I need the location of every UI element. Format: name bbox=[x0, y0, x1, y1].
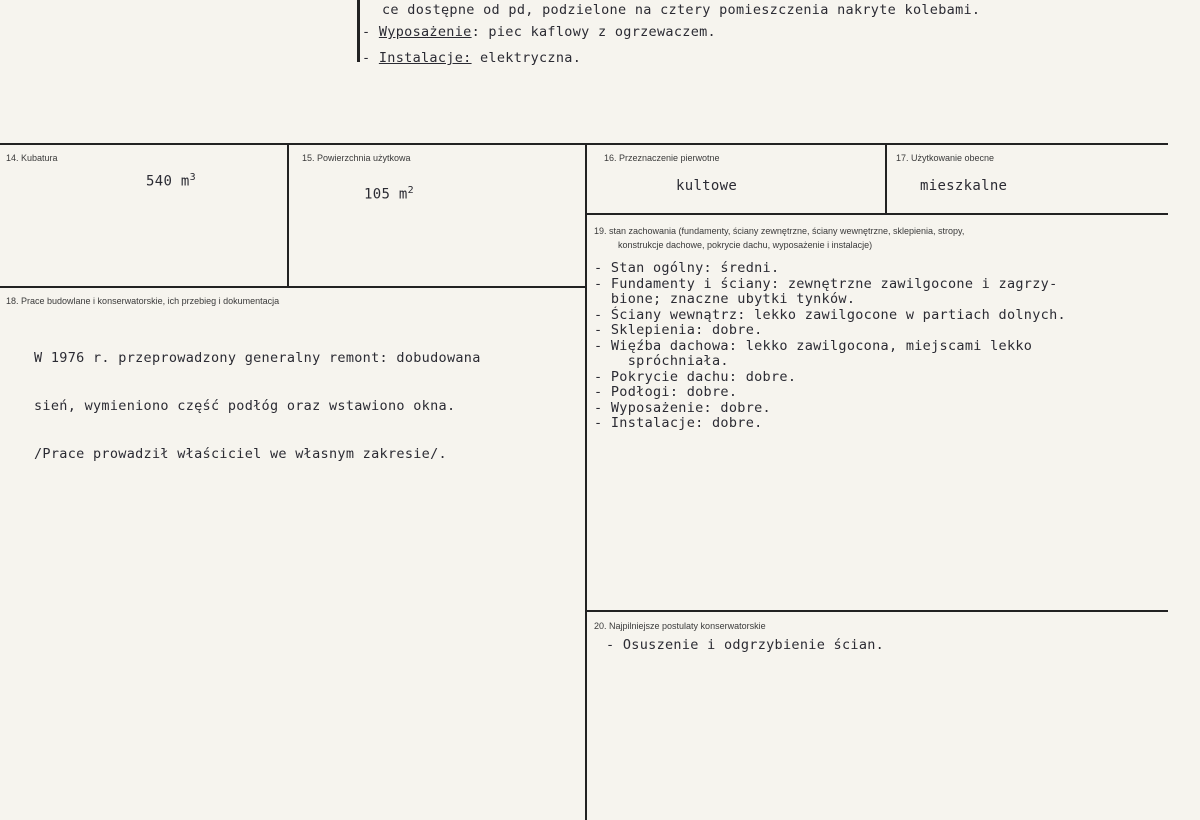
grid-line-v-center bbox=[585, 143, 587, 820]
field-18-line: /Prace prowadził właściciel we własnym zakresie/. bbox=[34, 446, 447, 462]
grid-line-v-14-15 bbox=[287, 143, 289, 288]
installations-value: elektryczna. bbox=[471, 50, 582, 66]
list-item: - Stan ogólny: średni. bbox=[594, 260, 780, 276]
list-item: bione; znaczne ubytki tynków. bbox=[594, 291, 856, 307]
field-14-label: 14. Kubatura bbox=[6, 153, 58, 163]
top-text-line-1: ce dostępne od pd, podzielone na cztery pomieszczenia nakryte kolebami. bbox=[382, 2, 981, 18]
grid-line-under-16-17 bbox=[586, 213, 1168, 215]
list-item: - Ściany wewnątrz: lekko zawilgocone w partiach dolnych. bbox=[594, 306, 1066, 323]
top-text-installations: - Instalacje: elektryczna. bbox=[362, 50, 582, 66]
field-15-value: 105 $m^2$ bbox=[364, 185, 414, 203]
field-20-text: - Osuszenie i odgrzybienie ścian. bbox=[606, 637, 885, 653]
field-14-value: 540 $m^3$ bbox=[146, 172, 196, 190]
grid-line-under-14-15 bbox=[0, 286, 586, 288]
grid-line-v-16-17 bbox=[885, 143, 887, 213]
field-18-label: 18. Prace budowlane i konserwatorskie, ich przebieg i dokumentacja bbox=[6, 296, 280, 306]
equipment-label: Wyposażenie bbox=[378, 24, 472, 40]
field-16-value: kultowe bbox=[676, 178, 738, 194]
field-19-list bbox=[594, 261, 1066, 432]
list-item: - Wyposażenie: dobre. bbox=[594, 399, 771, 416]
list-item: - Sklepienia: dobre. bbox=[594, 322, 763, 338]
installations-label: Instalacje: bbox=[378, 50, 472, 66]
list-item: spróchniała. bbox=[594, 353, 729, 369]
list-item: - Pokrycie dachu: dobre. bbox=[594, 368, 797, 385]
field-16-label: 16. Przeznaczenie pierwotne bbox=[604, 153, 720, 163]
field-20-label: 20. Najpilniejsze postulaty konserwatorskie bbox=[594, 621, 766, 631]
field-18-line: W 1976 r. przeprowadzony generalny remont: dobudowana bbox=[34, 350, 481, 366]
top-section-margin-line bbox=[357, 0, 360, 62]
list-item: - Instalacje: dobre. bbox=[594, 415, 763, 431]
field-15-label: 15. Powierzchnia użytkowa bbox=[302, 153, 411, 163]
field-19-label-line-1: 19. stan zachowania (fundamenty, ściany zewnętrzne, ściany wewnętrzne, sklepienia, stropy, bbox=[594, 226, 965, 236]
list-item: - Więźba dachowa: lekko zawilgocona, miejscami lekko bbox=[594, 337, 1033, 354]
field-17-label: 17. Użytkowanie obecne bbox=[896, 153, 995, 163]
equipment-value: : piec kaflowy z ogrzewaczem. bbox=[471, 24, 716, 40]
field-19-label-line-2: konstrukcje dachowe, pokrycie dachu, wyposażenie i instalacje) bbox=[618, 240, 873, 250]
grid-line-top bbox=[0, 143, 1168, 145]
list-item: - Podłogi: dobre. bbox=[594, 384, 738, 400]
grid-line-above-20 bbox=[586, 610, 1168, 612]
list-item: - Fundamenty i ściany: zewnętrzne zawilgocone i zagrzy- bbox=[594, 275, 1058, 292]
field-18-line: sień, wymieniono część podłóg oraz wstawiono okna. bbox=[34, 398, 456, 414]
top-text-equipment: - Wyposażenie: piec kaflowy z ogrzewaczem. bbox=[362, 24, 716, 40]
field-17-value: mieszkalne bbox=[920, 178, 1008, 194]
field-18-text bbox=[34, 318, 481, 478]
